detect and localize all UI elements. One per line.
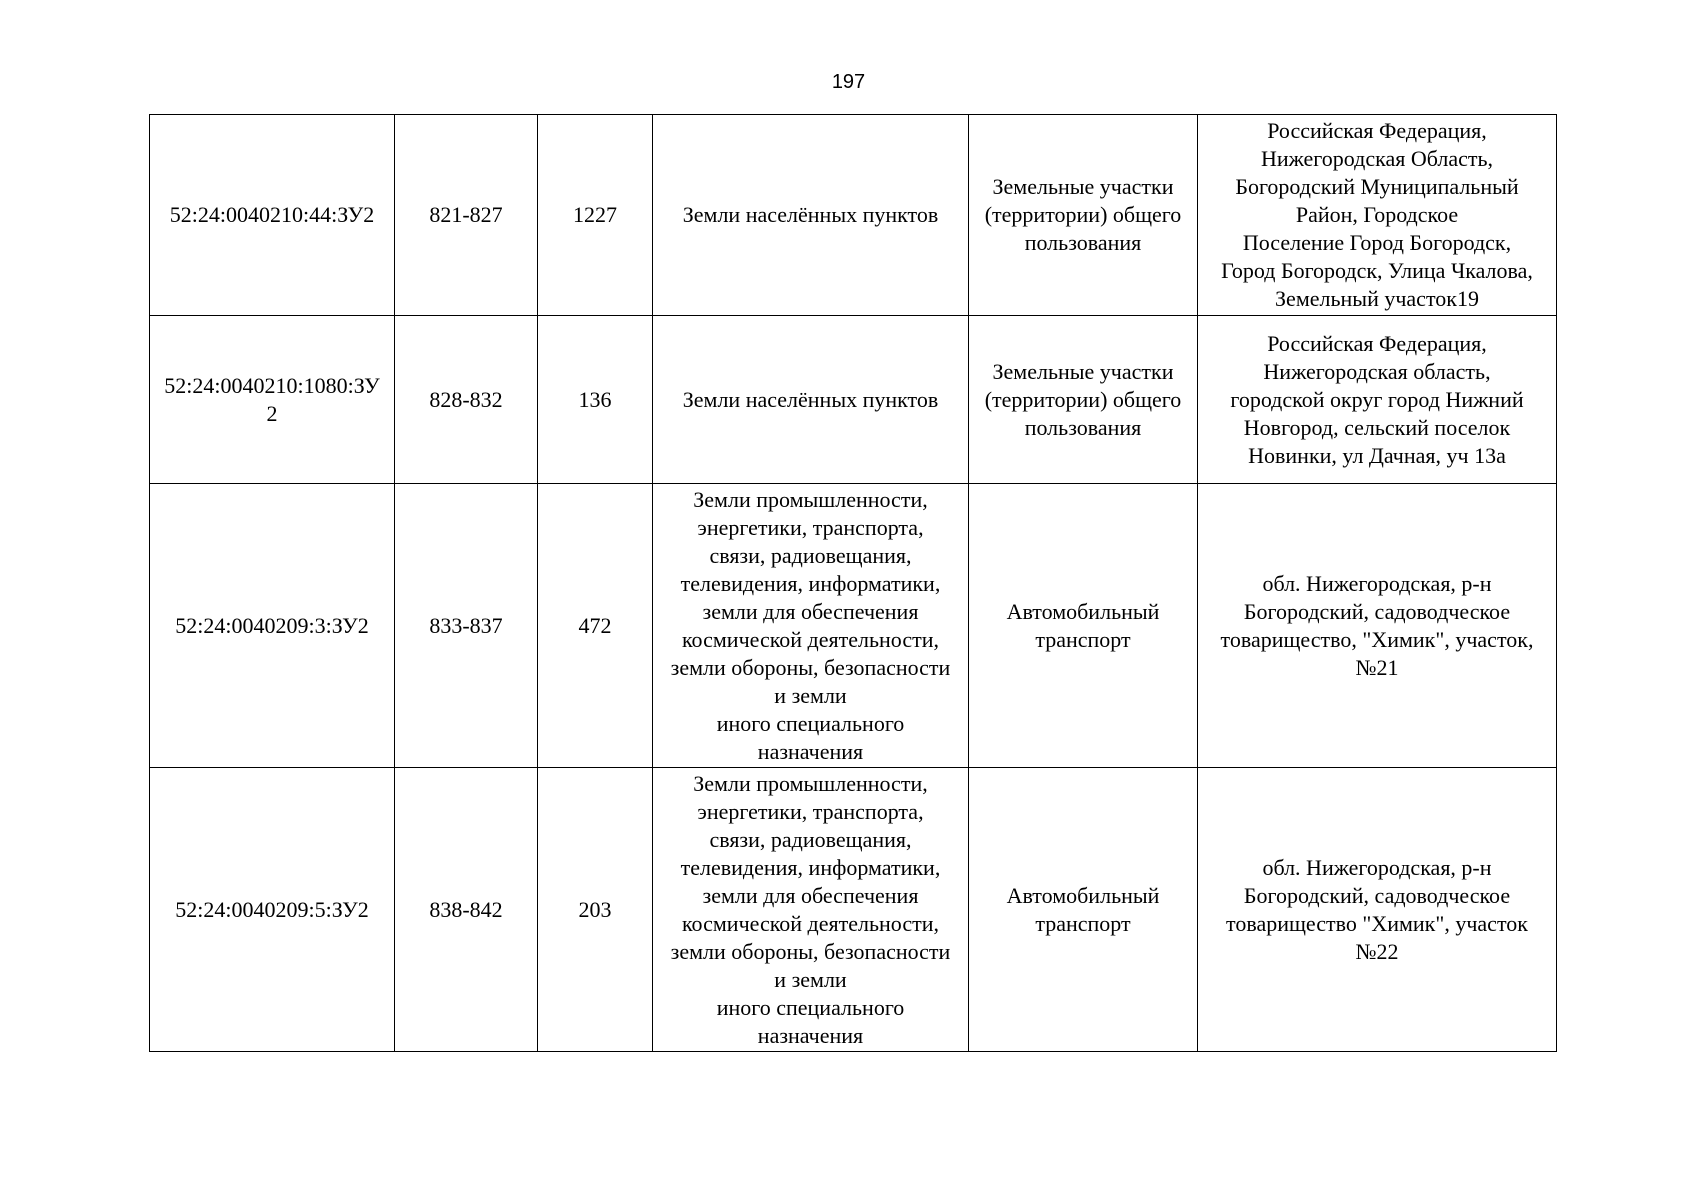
page-number: 197 (831, 71, 866, 93)
land-category-cell: Земли промышленности, энергетики, транспорта, связи, радиовещания, телевидения, информатики, земли для обеспечения космической деятельности, земли обороны, безопасности и земли иного специального назначения (653, 768, 969, 1052)
address-cell: Российская Федерация, Нижегородская область, городской округ город Нижний Новгород, сельский поселок Новинки, ул Дачная, уч 13а (1198, 316, 1557, 484)
land-category-cell: Земли промышленности, энергетики, транспорта, связи, радиовещания, телевидения, информатики, земли для обеспечения космической деятельности, земли обороны, безопасности и земли иного специального назначения (653, 484, 969, 768)
address-cell: обл. Нижегородская, р-н Богородский, садоводческое товарищество, "Химик", участок, №21 (1198, 484, 1557, 768)
land-category-cell: Земли населённых пунктов (653, 115, 969, 316)
area-cell: 1227 (538, 115, 653, 316)
permitted-use-cell: Автомобильный транспорт (969, 768, 1198, 1052)
table-row (150, 768, 1557, 1052)
cadastral-number-cell: 52:24:0040210:1080:ЗУ 2 (150, 316, 395, 484)
point-range-cell: 821-827 (395, 115, 538, 316)
area-cell: 203 (538, 768, 653, 1052)
table-row (150, 115, 1557, 316)
cadastral-number-cell: 52:24:0040210:44:ЗУ2 (150, 115, 395, 316)
address-cell: обл. Нижегородская, р-н Богородский, садоводческое товарищество "Химик", участок №22 (1198, 768, 1557, 1052)
point-range-cell: 838-842 (395, 768, 538, 1052)
table-row (150, 484, 1557, 768)
point-range-cell: 833-837 (395, 484, 538, 768)
cadastral-number-cell: 52:24:0040209:3:ЗУ2 (150, 484, 395, 768)
permitted-use-cell: Автомобильный транспорт (969, 484, 1198, 768)
area-cell: 472 (538, 484, 653, 768)
permitted-use-cell: Земельные участки (территории) общего пользования (969, 316, 1198, 484)
land-plots-table (149, 114, 1557, 1052)
area-cell: 136 (538, 316, 653, 484)
table-row (150, 316, 1557, 484)
permitted-use-cell: Земельные участки (территории) общего пользования (969, 115, 1198, 316)
address-cell: Российская Федерация, Нижегородская Область, Богородский Муниципальный Район, Городское Поселение Город Богородск, Город Богородск, Улица Чкалова, Земельный участок19 (1198, 115, 1557, 316)
land-category-cell: Земли населённых пунктов (653, 316, 969, 484)
cadastral-number-cell: 52:24:0040209:5:ЗУ2 (150, 768, 395, 1052)
point-range-cell: 828-832 (395, 316, 538, 484)
